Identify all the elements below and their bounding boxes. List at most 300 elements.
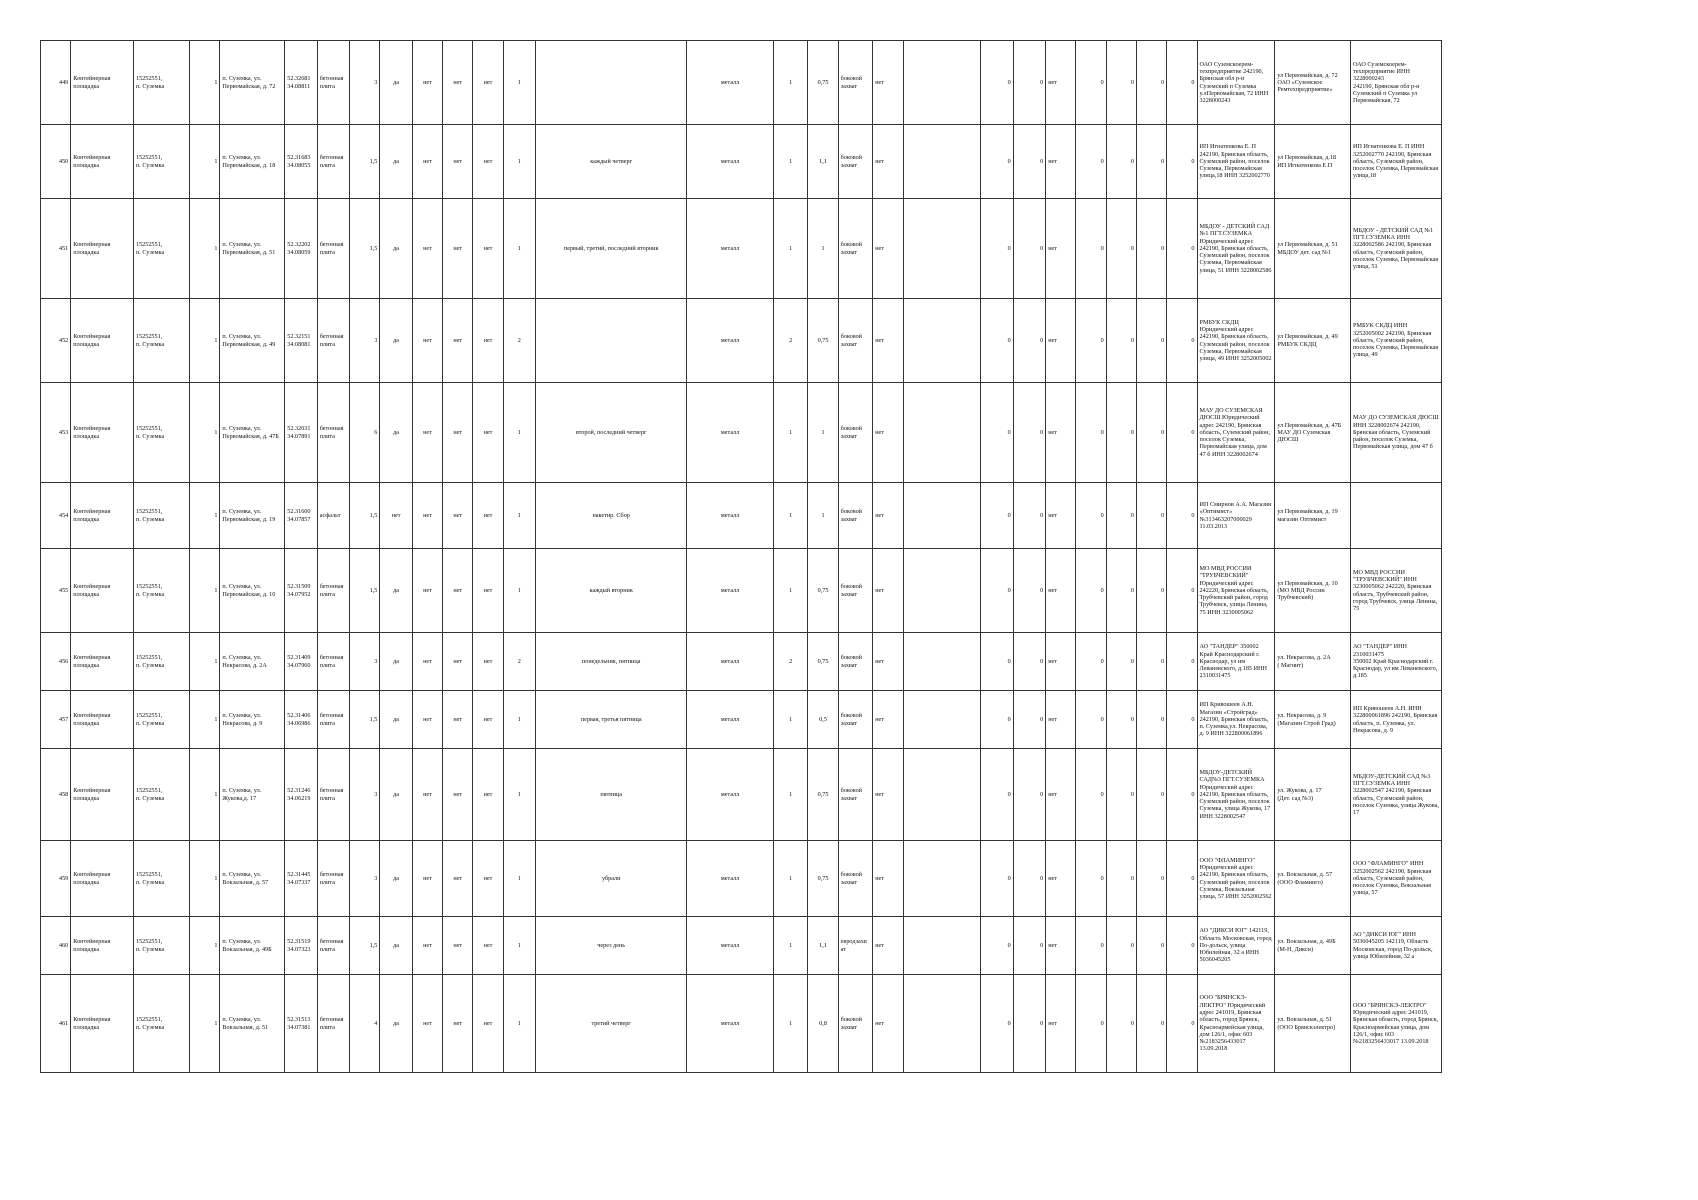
owner-details: МБДОУ - ДЕТСКИЙ САД №1 ПГТ.СУЗЕМКА Юридический адрес 242190, Брянская область, Суземский район, поселок Суземка, Первомайская улица, 51 ИНН 3228002586: [1197, 199, 1275, 299]
legal-entity: ОАО Суземскоерем-техпредприятие ИНН 3228000243 242190, Брянская обл р-н Суземский п Суземка ул Первомайская, 72: [1351, 41, 1442, 125]
zero-value: 0: [1076, 691, 1106, 749]
attribute-flag: нет: [443, 383, 473, 483]
status-value: нет: [1046, 549, 1076, 633]
row-number: 455: [41, 549, 71, 633]
site-coordinates: 52.31683 34.08055: [285, 125, 317, 199]
zero-value: 0: [1106, 975, 1136, 1073]
zero-value: 0: [1076, 125, 1106, 199]
owner-details: МО МВД РОССИИ "ТРУБЧЕВСКИЙ" Юридический адрес 242220, Брянская область, Трубчевский район, город Трубчевск, улица Ленина, 75 ИНН 3230005062: [1197, 549, 1275, 633]
attribute-flag: нет: [443, 633, 473, 691]
fencing-flag: да: [380, 549, 412, 633]
attribute-flag: нет: [443, 749, 473, 841]
status-value: нет: [1046, 633, 1076, 691]
row-number: 451: [41, 199, 71, 299]
site-area: 1,5: [350, 691, 380, 749]
zero-value: 0: [1167, 549, 1197, 633]
oktmo-code: 15252551, п. Суземка: [133, 975, 189, 1073]
attribute-flag: нет: [443, 299, 473, 383]
attribute-flag: нет: [473, 841, 503, 917]
zero-value: 0: [1076, 841, 1106, 917]
zero-value: 0: [1013, 749, 1045, 841]
zero-value: 0: [1167, 917, 1197, 975]
collection-schedule: каждый вторник: [536, 549, 687, 633]
site-address: п. Суземка, ул. Некрасова, д. 2А: [220, 633, 285, 691]
loading-method: боковой захват: [838, 749, 873, 841]
site-count: 1: [503, 199, 535, 299]
zero-value: 0: [1013, 975, 1045, 1073]
zero-value: 0: [1167, 483, 1197, 549]
loading-method: боковой захват: [838, 975, 873, 1073]
container-count: 1: [773, 691, 808, 749]
empty-cell: [903, 299, 981, 383]
owner-details: РМБУК СКДЦ Юридический адрес 242190, Брянская область, Суземский район, поселок Суземка, Первомайская улица, 49 ИНН 3252005002: [1197, 299, 1275, 383]
container-volume: 0,75: [808, 633, 838, 691]
oktmo-code: 15252551, п. Суземка: [133, 299, 189, 383]
container-count: 1: [773, 749, 808, 841]
site-count: 1: [503, 483, 535, 549]
zero-value: 0: [1106, 299, 1136, 383]
waste-source: ул. Вокзальная, д. 51 (ООО Брянскэлектро): [1275, 975, 1351, 1073]
site-area: 6: [350, 383, 380, 483]
container-material: металл: [687, 749, 773, 841]
status-value: нет: [1046, 41, 1076, 125]
zero-value: 0: [981, 383, 1013, 483]
site-address: п. Суземка, ул. Первомайская, д. 51: [220, 199, 285, 299]
fencing-flag: да: [380, 41, 412, 125]
surface-type: бетонная плита: [317, 549, 349, 633]
status-value: нет: [1046, 299, 1076, 383]
fencing-flag: да: [380, 633, 412, 691]
surface-type: бетонная плита: [317, 841, 349, 917]
fencing-flag: да: [380, 383, 412, 483]
site-count: 2: [503, 633, 535, 691]
owner-details: МАУ ДО СУЗЕМСКАЯ ДЮСШ Юридический адрес 242190, Брянская область, Суземский район, поселок Суземка, Первомайская улица, дом 47 б ИНН 3228002674: [1197, 383, 1275, 483]
site-flag: 1: [190, 199, 220, 299]
zero-value: 0: [1167, 691, 1197, 749]
zero-value: 0: [1013, 125, 1045, 199]
surface-type: бетонная плита: [317, 199, 349, 299]
roof-flag: нет: [412, 975, 442, 1073]
oktmo-code: 15252551, п. Суземка: [133, 41, 189, 125]
empty-cell: [903, 633, 981, 691]
empty-cell: [903, 917, 981, 975]
table-row: [41, 383, 1442, 483]
zero-value: 0: [1106, 383, 1136, 483]
zero-value: 0: [1013, 841, 1045, 917]
container-material: металл: [687, 299, 773, 383]
row-number: 449: [41, 41, 71, 125]
zero-value: 0: [1013, 483, 1045, 549]
zero-value: 0: [1013, 549, 1045, 633]
fencing-flag: да: [380, 917, 412, 975]
zero-value: 0: [1136, 633, 1166, 691]
zero-value: 0: [1136, 125, 1166, 199]
row-number: 457: [41, 691, 71, 749]
site-address: п. Суземка, ул. Вокзальная, д. 49Б: [220, 917, 285, 975]
attribute-flag: нет: [443, 199, 473, 299]
site-coordinates: 52.32151 34.08081: [285, 299, 317, 383]
site-type: Контейнерная площадка: [71, 749, 134, 841]
zero-value: 0: [1106, 199, 1136, 299]
fencing-flag: да: [380, 975, 412, 1073]
fencing-flag: да: [380, 299, 412, 383]
roof-flag: нет: [412, 125, 442, 199]
additional-flag: нет: [873, 841, 903, 917]
zero-value: 0: [1013, 299, 1045, 383]
zero-value: 0: [1013, 691, 1045, 749]
zero-value: 0: [981, 691, 1013, 749]
fencing-flag: да: [380, 199, 412, 299]
surface-type: бетонная плита: [317, 41, 349, 125]
zero-value: 0: [981, 841, 1013, 917]
zero-value: 0: [1136, 199, 1166, 299]
table-row: [41, 41, 1442, 125]
fencing-flag: да: [380, 691, 412, 749]
container-count: 1: [773, 125, 808, 199]
attribute-flag: нет: [473, 199, 503, 299]
zero-value: 0: [1076, 41, 1106, 125]
loading-method: боковой захват: [838, 549, 873, 633]
waste-source: ул. Некрасова, д. 2А ( Магнит): [1275, 633, 1351, 691]
surface-type: бетонная плита: [317, 633, 349, 691]
surface-type: бетонная плита: [317, 975, 349, 1073]
status-value: нет: [1046, 483, 1076, 549]
zero-value: 0: [1076, 299, 1106, 383]
oktmo-code: 15252551, п. Суземка: [133, 483, 189, 549]
zero-value: 0: [1076, 749, 1106, 841]
container-volume: 0,75: [808, 41, 838, 125]
collection-schedule: [536, 299, 687, 383]
container-material: металл: [687, 975, 773, 1073]
waste-source: ул Первомайская, д. 47Б МАУ ДО Суземская ДЮСШ: [1275, 383, 1351, 483]
zero-value: 0: [1167, 299, 1197, 383]
container-count: 1: [773, 41, 808, 125]
zero-value: 0: [1136, 41, 1166, 125]
container-volume: 1,1: [808, 125, 838, 199]
container-volume: 1,1: [808, 917, 838, 975]
site-flag: 1: [190, 299, 220, 383]
site-count: 1: [503, 841, 535, 917]
zero-value: 0: [1106, 41, 1136, 125]
additional-flag: нет: [873, 975, 903, 1073]
table-row: [41, 125, 1442, 199]
additional-flag: нет: [873, 549, 903, 633]
site-type: Контейнерная площадка: [71, 483, 134, 549]
row-number: 454: [41, 483, 71, 549]
attribute-flag: нет: [443, 691, 473, 749]
container-volume: 1: [808, 383, 838, 483]
owner-details: ООО "БРЯНСКЭ-ЛЕКТРО" Юридический адрес 241019, Брянская область, город Брянск, Красноармейская улица, дом 126/1, офис 603 №2183256433017 13.09.2018: [1197, 975, 1275, 1073]
site-area: 3: [350, 299, 380, 383]
attribute-flag: нет: [473, 483, 503, 549]
container-material: металл: [687, 549, 773, 633]
site-count: 1: [503, 691, 535, 749]
legal-entity: [1351, 483, 1442, 549]
status-value: нет: [1046, 125, 1076, 199]
fencing-flag: да: [380, 749, 412, 841]
zero-value: 0: [1167, 383, 1197, 483]
zero-value: 0: [1013, 41, 1045, 125]
status-value: нет: [1046, 691, 1076, 749]
status-value: нет: [1046, 383, 1076, 483]
site-type: Контейнерная площадка: [71, 549, 134, 633]
attribute-flag: нет: [443, 917, 473, 975]
site-type: Контейнерная площадка: [71, 975, 134, 1073]
additional-flag: нет: [873, 383, 903, 483]
surface-type: асфальт: [317, 483, 349, 549]
zero-value: 0: [1076, 199, 1106, 299]
oktmo-code: 15252551, п. Суземка: [133, 917, 189, 975]
container-volume: 0,75: [808, 749, 838, 841]
container-volume: 0,75: [808, 549, 838, 633]
oktmo-code: 15252551, п. Суземка: [133, 633, 189, 691]
roof-flag: нет: [412, 749, 442, 841]
empty-cell: [903, 383, 981, 483]
site-address: п. Суземка, ул. Некрасова, д. 9: [220, 691, 285, 749]
legal-entity: МБДОУ-ДЕТСКИЙ САД №3 ПГТ.СУЗЕМКА ИНН 3228002547 242190, Брянская область, Суземский район, поселок Суземка, улица Жукова, 17: [1351, 749, 1442, 841]
oktmo-code: 15252551, п. Суземка: [133, 125, 189, 199]
site-count: 1: [503, 749, 535, 841]
site-address: п. Суземка, ул. Первомайская, д. 72: [220, 41, 285, 125]
site-type: Контейнерная площадка: [71, 199, 134, 299]
additional-flag: нет: [873, 483, 903, 549]
zero-value: 0: [1136, 383, 1166, 483]
empty-cell: [903, 483, 981, 549]
table-row: [41, 749, 1442, 841]
container-count: 1: [773, 549, 808, 633]
zero-value: 0: [981, 483, 1013, 549]
container-volume: 0,5: [808, 691, 838, 749]
attribute-flag: нет: [473, 749, 503, 841]
oktmo-code: 15252551, п. Суземка: [133, 691, 189, 749]
row-number: 453: [41, 383, 71, 483]
empty-cell: [903, 691, 981, 749]
site-address: п. Суземка, ул. Жукова,д. 17: [220, 749, 285, 841]
attribute-flag: нет: [473, 299, 503, 383]
zero-value: 0: [1106, 749, 1136, 841]
collection-schedule: пакетир. Сбор: [536, 483, 687, 549]
zero-value: 0: [1076, 483, 1106, 549]
site-count: 1: [503, 383, 535, 483]
site-area: 3: [350, 749, 380, 841]
collection-schedule: второй, последний четверг: [536, 383, 687, 483]
empty-cell: [903, 749, 981, 841]
status-value: нет: [1046, 749, 1076, 841]
owner-details: ИП Кривошеев А.Н. Магазин «Стройград» 242190, Брянская область, п. Суземка,ул. Некрасова, д. 9 ИНН 322800061896: [1197, 691, 1275, 749]
row-number: 459: [41, 841, 71, 917]
zero-value: 0: [1013, 917, 1045, 975]
collection-schedule: первый, третий, последний вторник: [536, 199, 687, 299]
zero-value: 0: [1106, 917, 1136, 975]
table-row: [41, 199, 1442, 299]
zero-value: 0: [981, 299, 1013, 383]
site-area: 1,5: [350, 199, 380, 299]
container-material: металл: [687, 383, 773, 483]
legal-entity: ООО "ФЛАМИНГО" ИНН 3252002562 242190, Брянская область, Суземский район, поселок Суземка, Вокзальная улица, 57: [1351, 841, 1442, 917]
zero-value: 0: [1106, 549, 1136, 633]
site-coordinates: 52.31406 34.06986: [285, 691, 317, 749]
container-material: металл: [687, 917, 773, 975]
row-number: 450: [41, 125, 71, 199]
attribute-flag: нет: [473, 917, 503, 975]
zero-value: 0: [981, 549, 1013, 633]
additional-flag: нет: [873, 749, 903, 841]
zero-value: 0: [1106, 483, 1136, 549]
site-flag: 1: [190, 975, 220, 1073]
site-count: 1: [503, 549, 535, 633]
fencing-flag: да: [380, 841, 412, 917]
site-area: 1,5: [350, 549, 380, 633]
status-value: нет: [1046, 975, 1076, 1073]
row-number: 461: [41, 975, 71, 1073]
loading-method: боковой захват: [838, 299, 873, 383]
row-number: 458: [41, 749, 71, 841]
zero-value: 0: [1136, 841, 1166, 917]
owner-details: ИП Смирнов А.А. Магазин «Оптимист» №313463207000029 11.03.2013: [1197, 483, 1275, 549]
attribute-flag: нет: [473, 549, 503, 633]
surface-type: бетонная плита: [317, 691, 349, 749]
empty-cell: [903, 549, 981, 633]
zero-value: 0: [1076, 633, 1106, 691]
surface-type: бетонная плита: [317, 749, 349, 841]
zero-value: 0: [981, 975, 1013, 1073]
empty-cell: [903, 125, 981, 199]
container-material: металл: [687, 691, 773, 749]
attribute-flag: нет: [443, 483, 473, 549]
zero-value: 0: [981, 41, 1013, 125]
attribute-flag: нет: [443, 125, 473, 199]
site-coordinates: 52.31513 34.07381: [285, 975, 317, 1073]
zero-value: 0: [1106, 691, 1136, 749]
collection-schedule: понедельник, пятница: [536, 633, 687, 691]
collection-schedule: каждый четверг: [536, 125, 687, 199]
table-row: [41, 299, 1442, 383]
waste-source: ул Первомайская, д. 19 магазин Оптимист: [1275, 483, 1351, 549]
site-coordinates: 52.32031 34.07891: [285, 383, 317, 483]
zero-value: 0: [1076, 383, 1106, 483]
site-area: 3: [350, 841, 380, 917]
zero-value: 0: [1167, 633, 1197, 691]
site-address: п. Суземка, ул. Вокзальная, д. 51: [220, 975, 285, 1073]
status-value: нет: [1046, 841, 1076, 917]
legal-entity: МБДОУ - ДЕТСКИЙ САД №1 ПГТ.СУЗЕМКА ИНН 3228002586 242190, Брянская область, Суземский район, поселок Суземка, Первомайская улица, 51: [1351, 199, 1442, 299]
legal-entity: РМБУК СКДЦ ИНН 3252005002 242190, Брянская область, Суземский район, поселок Суземка, Первомайская улица, 49: [1351, 299, 1442, 383]
container-material: металл: [687, 483, 773, 549]
zero-value: 0: [981, 917, 1013, 975]
container-material: металл: [687, 633, 773, 691]
zero-value: 0: [1136, 299, 1166, 383]
site-flag: 1: [190, 841, 220, 917]
roof-flag: нет: [412, 199, 442, 299]
site-type: Контейнерная площадка: [71, 917, 134, 975]
zero-value: 0: [1013, 199, 1045, 299]
container-volume: 0,8: [808, 975, 838, 1073]
waste-source: ул. Некрасова, д. 9 (Магазин Строй Град): [1275, 691, 1351, 749]
legal-entity: ИП Кривошеев А.Н. ИНН 322800061896 242190, Брянская область, п. Суземка, ул. Некрасова, д. 9: [1351, 691, 1442, 749]
table-row: [41, 549, 1442, 633]
zero-value: 0: [1076, 549, 1106, 633]
container-material: металл: [687, 841, 773, 917]
loading-method: боковой захват: [838, 691, 873, 749]
zero-value: 0: [1136, 549, 1166, 633]
roof-flag: нет: [412, 299, 442, 383]
waste-source: ул Первомайская, д. 49 РМБУК СКДЦ: [1275, 299, 1351, 383]
site-flag: 1: [190, 691, 220, 749]
loading-method: боковой захват: [838, 383, 873, 483]
zero-value: 0: [1167, 125, 1197, 199]
site-area: 1,5: [350, 125, 380, 199]
container-material: металл: [687, 125, 773, 199]
owner-details: ООО "ФЛАМИНГО" Юридический адрес 242190, Брянская область, Суземский район, поселок Суземка, Вокзальная улица, 57 ИНН 3252002562: [1197, 841, 1275, 917]
zero-value: 0: [981, 633, 1013, 691]
legal-entity: МАУ ДО СУЗЕМСКАЯ ДЮСШ ИНН 3228002674 242190, Брянская область, Суземский район, поселок Суземка, Первомайская улица, дом 47 б: [1351, 383, 1442, 483]
container-material: металл: [687, 41, 773, 125]
table-row: [41, 633, 1442, 691]
empty-cell: [903, 841, 981, 917]
additional-flag: нет: [873, 41, 903, 125]
waste-source: ул Первомайская, д. 10 (МО МВД России Трубчевский): [1275, 549, 1351, 633]
loading-method: боковой захват: [838, 841, 873, 917]
legal-entity: АО "ДИКСИ ЮГ" ИНН 5036045205 142119, Область Московская, город По-дольск, улица Юбилейная, 32 а: [1351, 917, 1442, 975]
loading-method: боковой захват: [838, 633, 873, 691]
attribute-flag: нет: [473, 383, 503, 483]
owner-details: ИП Игнатенкова Е. П 242190, Брянская область, Суземский район, поселок Суземка, Первомайская улица,18 ИНН 3252002770: [1197, 125, 1275, 199]
attribute-flag: нет: [473, 691, 503, 749]
legal-entity: МО МВД РОССИИ "ТРУБЧЕВСКИЙ" ИНН 3230005062 242220, Брянская область, Трубчевский район, город Трубчевск, улица Ленина, 75: [1351, 549, 1442, 633]
site-flag: 1: [190, 749, 220, 841]
waste-source: ул Первомайская, д. 72 ОАО «Суземское Ремтехпредприятие»: [1275, 41, 1351, 125]
fencing-flag: да: [380, 125, 412, 199]
site-type: Контейнерная площадка: [71, 841, 134, 917]
loading-method: боковой захват: [838, 125, 873, 199]
collection-schedule: через день: [536, 917, 687, 975]
container-count: 2: [773, 633, 808, 691]
site-type: Контейнерная площадка: [71, 383, 134, 483]
collection-schedule: [536, 41, 687, 125]
collection-schedule: первая, третья пятница: [536, 691, 687, 749]
attribute-flag: нет: [473, 41, 503, 125]
site-coordinates: 52.31246 34.06219: [285, 749, 317, 841]
zero-value: 0: [1076, 917, 1106, 975]
roof-flag: нет: [412, 633, 442, 691]
waste-source: ул Первомайская, д. 51 МБДОУ дет. сад №1: [1275, 199, 1351, 299]
zero-value: 0: [1167, 199, 1197, 299]
loading-method: боковой захват: [838, 41, 873, 125]
container-count: 2: [773, 299, 808, 383]
surface-type: бетонная плита: [317, 125, 349, 199]
site-count: 2: [503, 299, 535, 383]
additional-flag: нет: [873, 299, 903, 383]
empty-cell: [903, 41, 981, 125]
site-coordinates: 52.31409 34.07960: [285, 633, 317, 691]
site-address: п. Суземка, ул. Первомайская, д. 19: [220, 483, 285, 549]
site-coordinates: 52.32681 34.08811: [285, 41, 317, 125]
site-count: 1: [503, 41, 535, 125]
zero-value: 0: [981, 125, 1013, 199]
row-number: 456: [41, 633, 71, 691]
site-type: Контейнерная площадка: [71, 633, 134, 691]
container-volume: 0,75: [808, 841, 838, 917]
site-area: 3: [350, 633, 380, 691]
additional-flag: нет: [873, 917, 903, 975]
site-coordinates: 52.31445 34.07337: [285, 841, 317, 917]
site-type: Контейнерная площадка: [71, 299, 134, 383]
site-coordinates: 52.32202 34.08059: [285, 199, 317, 299]
roof-flag: нет: [412, 841, 442, 917]
registry-table: [40, 40, 1442, 1073]
site-address: п. Суземка, ул. Вокзальная, д. 57: [220, 841, 285, 917]
roof-flag: нет: [412, 383, 442, 483]
